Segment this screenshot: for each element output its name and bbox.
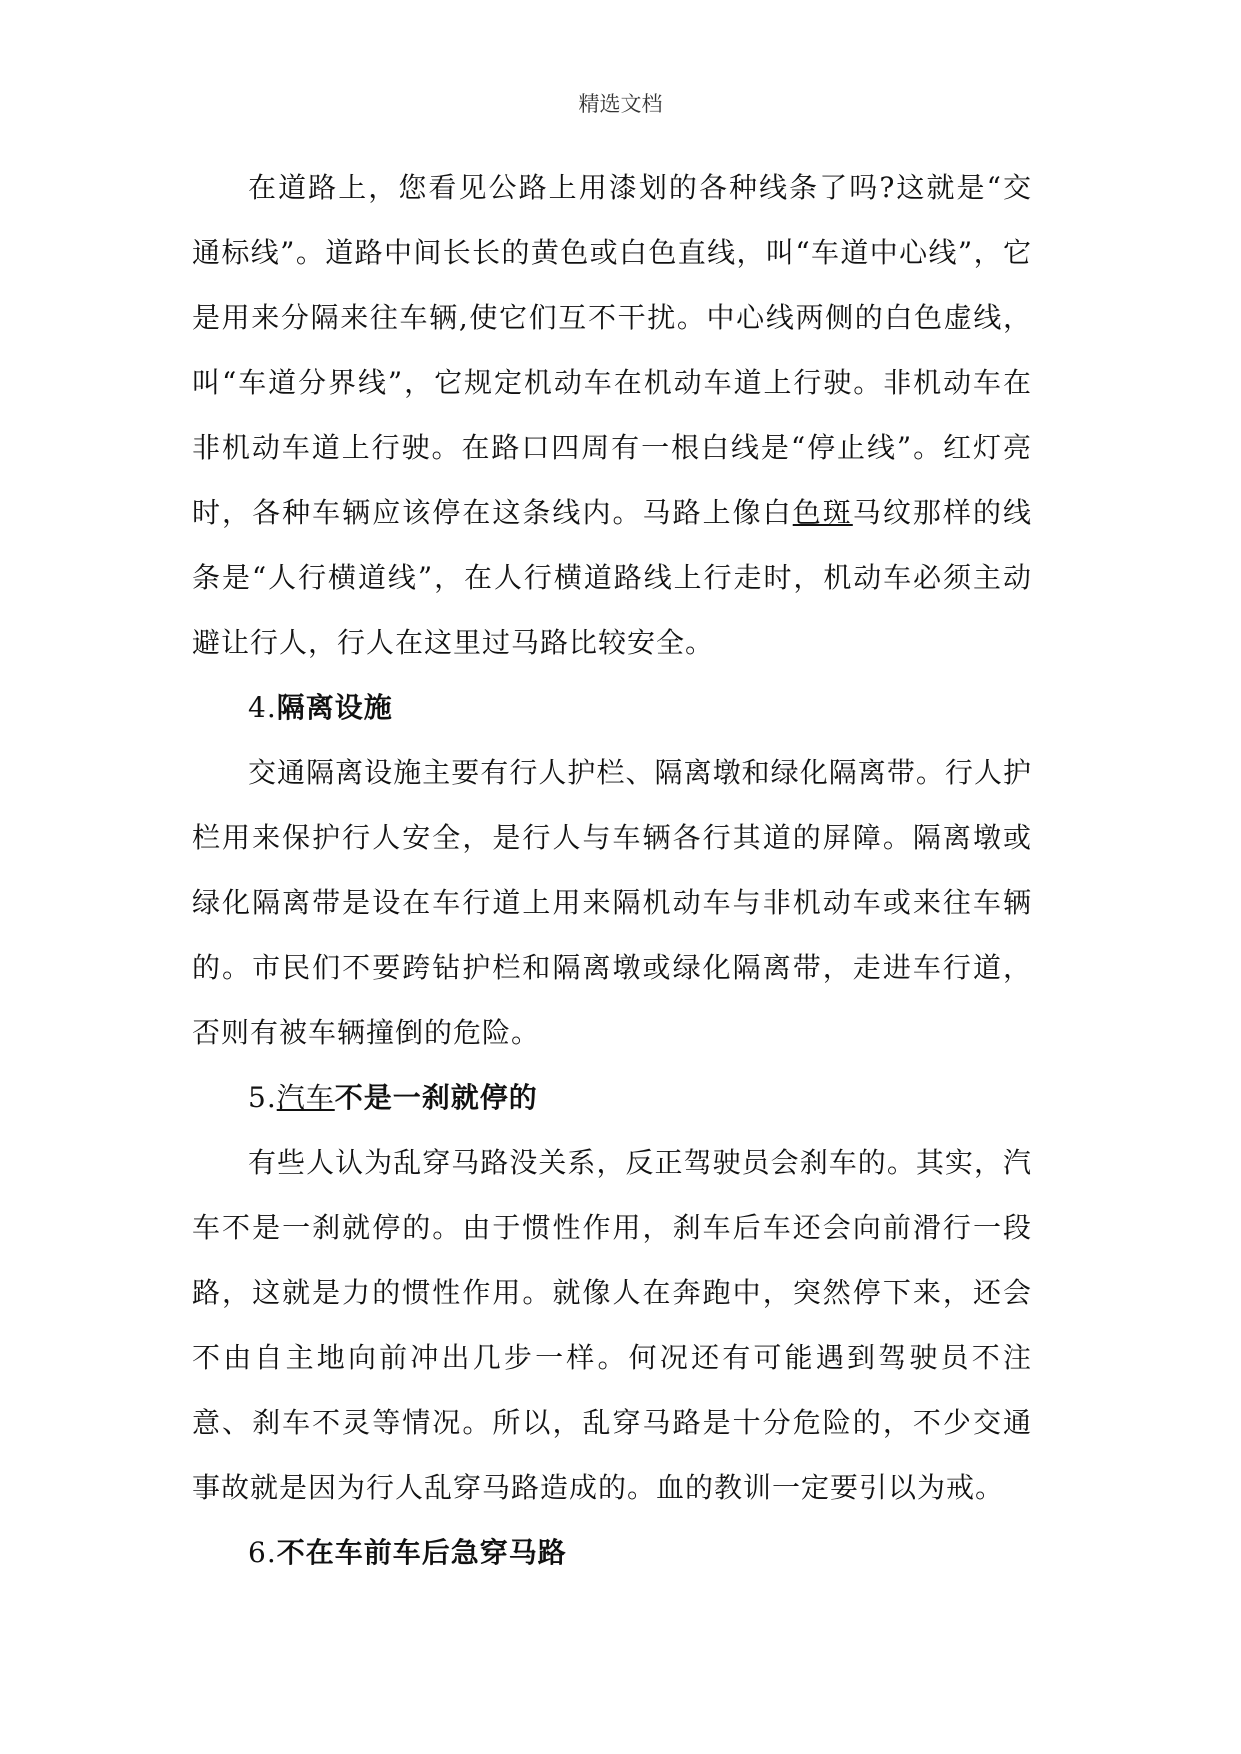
- page-header: 精选文档: [578, 92, 663, 116]
- paragraph-text: 马纹那样的线条是“人行横道线”，在人行横道路线上行走时，机动车必须主动避让行人，行人在这里过马路比较安全。: [192, 496, 1032, 659]
- heading-number: 6.: [248, 1536, 277, 1569]
- paragraph-traffic-markings: [192, 155, 1032, 675]
- document-body: [192, 155, 1032, 1585]
- heading-number: 5.: [248, 1081, 277, 1114]
- underlined-text: 色斑: [792, 496, 853, 529]
- heading-text: 不是一刹就停的: [334, 1081, 538, 1114]
- heading-text: 隔离设施: [276, 691, 393, 724]
- heading-underlined-text: 汽车: [276, 1081, 335, 1114]
- section-heading-4: [192, 675, 1032, 740]
- paragraph-braking-inertia: 有些人认为乱穿马路没关系，反正驾驶员会刹车的。其实，汽车不是一刹就停的。由于惯性作用，刹车后车还会向前滑行一段路，这就是力的惯性作用。就像人在奔跑中，突然停下来，还会不由自主地向前冲出几步一样。何况还有可能遇到驾驶员不注意、刹车不灵等情况。所以，乱穿马路是十分危险的，不少交通事故就是因为行人乱穿马路造成的。血的教训一定要引以为戒。: [192, 1146, 1032, 1504]
- section-heading-5: [192, 1065, 1032, 1130]
- heading-number: 4.: [248, 691, 277, 724]
- heading-text: 不在车前车后急穿马路: [276, 1536, 567, 1569]
- section-heading-6: [192, 1520, 1032, 1585]
- paragraph-text: 在道路上，您看见公路上用漆划的各种线条了吗?这就是“交通标线”。道路中间长长的黄色或白色直线，叫“车道中心线”，它是用来分隔来往车辆,使它们互不干扰。中心线两侧的白色虚线，叫“车道分界线”，它规定机动车在机动车道上行驶。非机动车在非机动车道上行驶。在路口四周有一根白线是“停止线”。红灯亮时，各种车辆应该停在这条线内。马路上像白: [192, 171, 1032, 529]
- paragraph-isolation-facilities: 交通隔离设施主要有行人护栏、隔离墩和绿化隔离带。行人护栏用来保护行人安全，是行人与车辆各行其道的屏障。隔离墩或绿化隔离带是设在车行道上用来隔机动车与非机动车或来往车辆的。市民们不要跨钻护栏和隔离墩或绿化隔离带，走进车行道，否则有被车辆撞倒的危险。: [192, 756, 1032, 1049]
